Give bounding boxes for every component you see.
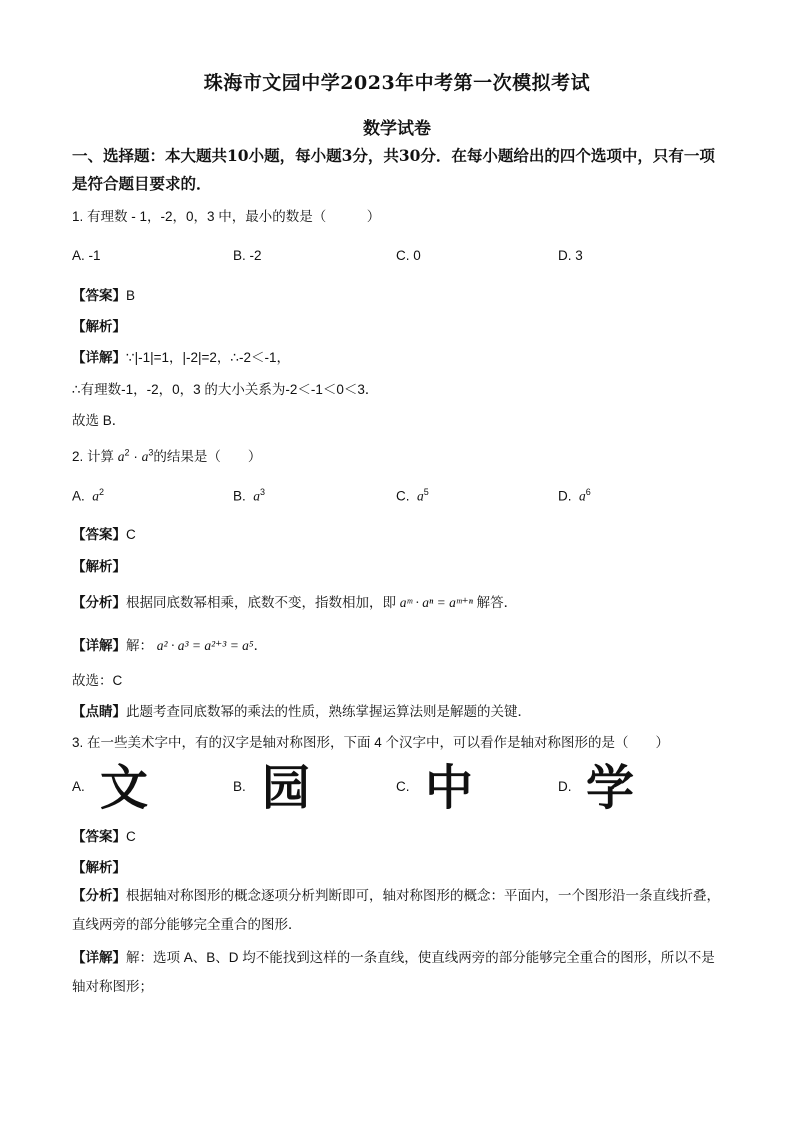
q1-detail-line-2: ∴有理数-1，-2，0，3 的大小关系为-2＜-1＜0＜3． bbox=[72, 382, 379, 397]
q2-answer: 【答案】C bbox=[72, 527, 136, 542]
section-heading: 一、选择题：本大题共10小题，每小题3分，共30分．在每小题给出的四个选项中，只有一项是符合题目要求的． bbox=[72, 146, 715, 193]
q2-detail: 【详解】解： a² · a³ = a²⁺³ = a⁵． bbox=[72, 638, 268, 653]
q1-option-c: C. 0 bbox=[396, 248, 421, 263]
q3-detail: 【详解】解：选项 A、B、D 均不能找到这样的一条直线，使直线两旁的部分能够完全重合的图形，所以不是轴对称图形； bbox=[72, 950, 715, 994]
q2-option-a: A. $a^2$ bbox=[72, 487, 105, 504]
question-1-text: 1. 有理数 - 1，-2，0，3 中，最小的数是（ ） bbox=[72, 209, 381, 224]
q1-conclusion: 故选 B． bbox=[72, 413, 126, 428]
q3-option-a-char: 文 bbox=[100, 760, 149, 816]
exam-title: 珠海市文园中学2023年中考第一次模拟考试 bbox=[203, 72, 591, 94]
q1-detail-line-1 bbox=[72, 346, 290, 366]
formula: aᵐ · aⁿ = aᵐ⁺ⁿ bbox=[399, 595, 473, 610]
q3-option-a-letter: A. bbox=[72, 779, 85, 794]
q3-answer: 【答案】C bbox=[72, 829, 136, 844]
q3-option-d-letter: D. bbox=[558, 779, 572, 794]
answer-tag: 【答案】 bbox=[72, 288, 126, 303]
q1-analysis bbox=[72, 315, 126, 335]
q1-answer bbox=[72, 284, 135, 304]
q3-option-c-char: 中 bbox=[425, 760, 474, 816]
q3-analysis: 【解析】 bbox=[72, 860, 126, 875]
q3-option-d-char: 学 bbox=[586, 760, 635, 816]
formula: a² · a³ = a²⁺³ = a⁵ bbox=[156, 638, 254, 653]
q3-option-b-char: 园 bbox=[262, 760, 311, 816]
q2-analysis: 【解析】 bbox=[72, 559, 126, 574]
exam-subtitle: 数学试卷 bbox=[363, 119, 431, 139]
q1-option-a: A. -1 bbox=[72, 248, 101, 263]
detail-text: ∵|-1|=1，|-2|=2，∴-2＜-1， bbox=[126, 350, 291, 365]
q1-option-d: D. 3 bbox=[558, 248, 583, 263]
q1-option-b: B. -2 bbox=[233, 248, 262, 263]
q3-option-b-letter: B. bbox=[233, 779, 246, 794]
question-2-text: 2. 计算 $a^2 \cdot a^3$的结果是（ ） bbox=[72, 447, 262, 464]
q2-option-c: C. $a^5$ bbox=[396, 487, 429, 504]
q2-fenxi: 【分析】根据同底数幂相乘，底数不变，指数相加，即 aᵐ · aⁿ = aᵐ⁺ⁿ 解答． bbox=[72, 595, 518, 610]
q3-fenxi: 【分析】根据轴对称图形的概念逐项分析判断即可，轴对称图形的概念：平面内，一个图形沿一条直线折叠，直线两旁的部分能够完全重合的图形． bbox=[72, 888, 720, 932]
q3-option-c-letter: C. bbox=[396, 779, 410, 794]
detail-tag: 【详解】 bbox=[72, 350, 126, 365]
answer-value: B bbox=[126, 288, 136, 303]
q2-option-d: D. $a^6$ bbox=[558, 487, 591, 504]
analysis-tag: 【解析】 bbox=[72, 319, 126, 334]
q2-conclusion: 故选：C bbox=[72, 673, 123, 688]
question-3-text: 3. 在一些美术字中，有的汉字是轴对称图形，下面 4 个汉字中，可以看作是轴对称图形的是（ ） bbox=[72, 735, 670, 750]
q2-dianjing: 【点睛】此题考查同底数幂的乘法的性质，熟练掌握运算法则是解题的关键． bbox=[72, 704, 531, 719]
q2-option-b: B. $a^3$ bbox=[233, 487, 266, 504]
